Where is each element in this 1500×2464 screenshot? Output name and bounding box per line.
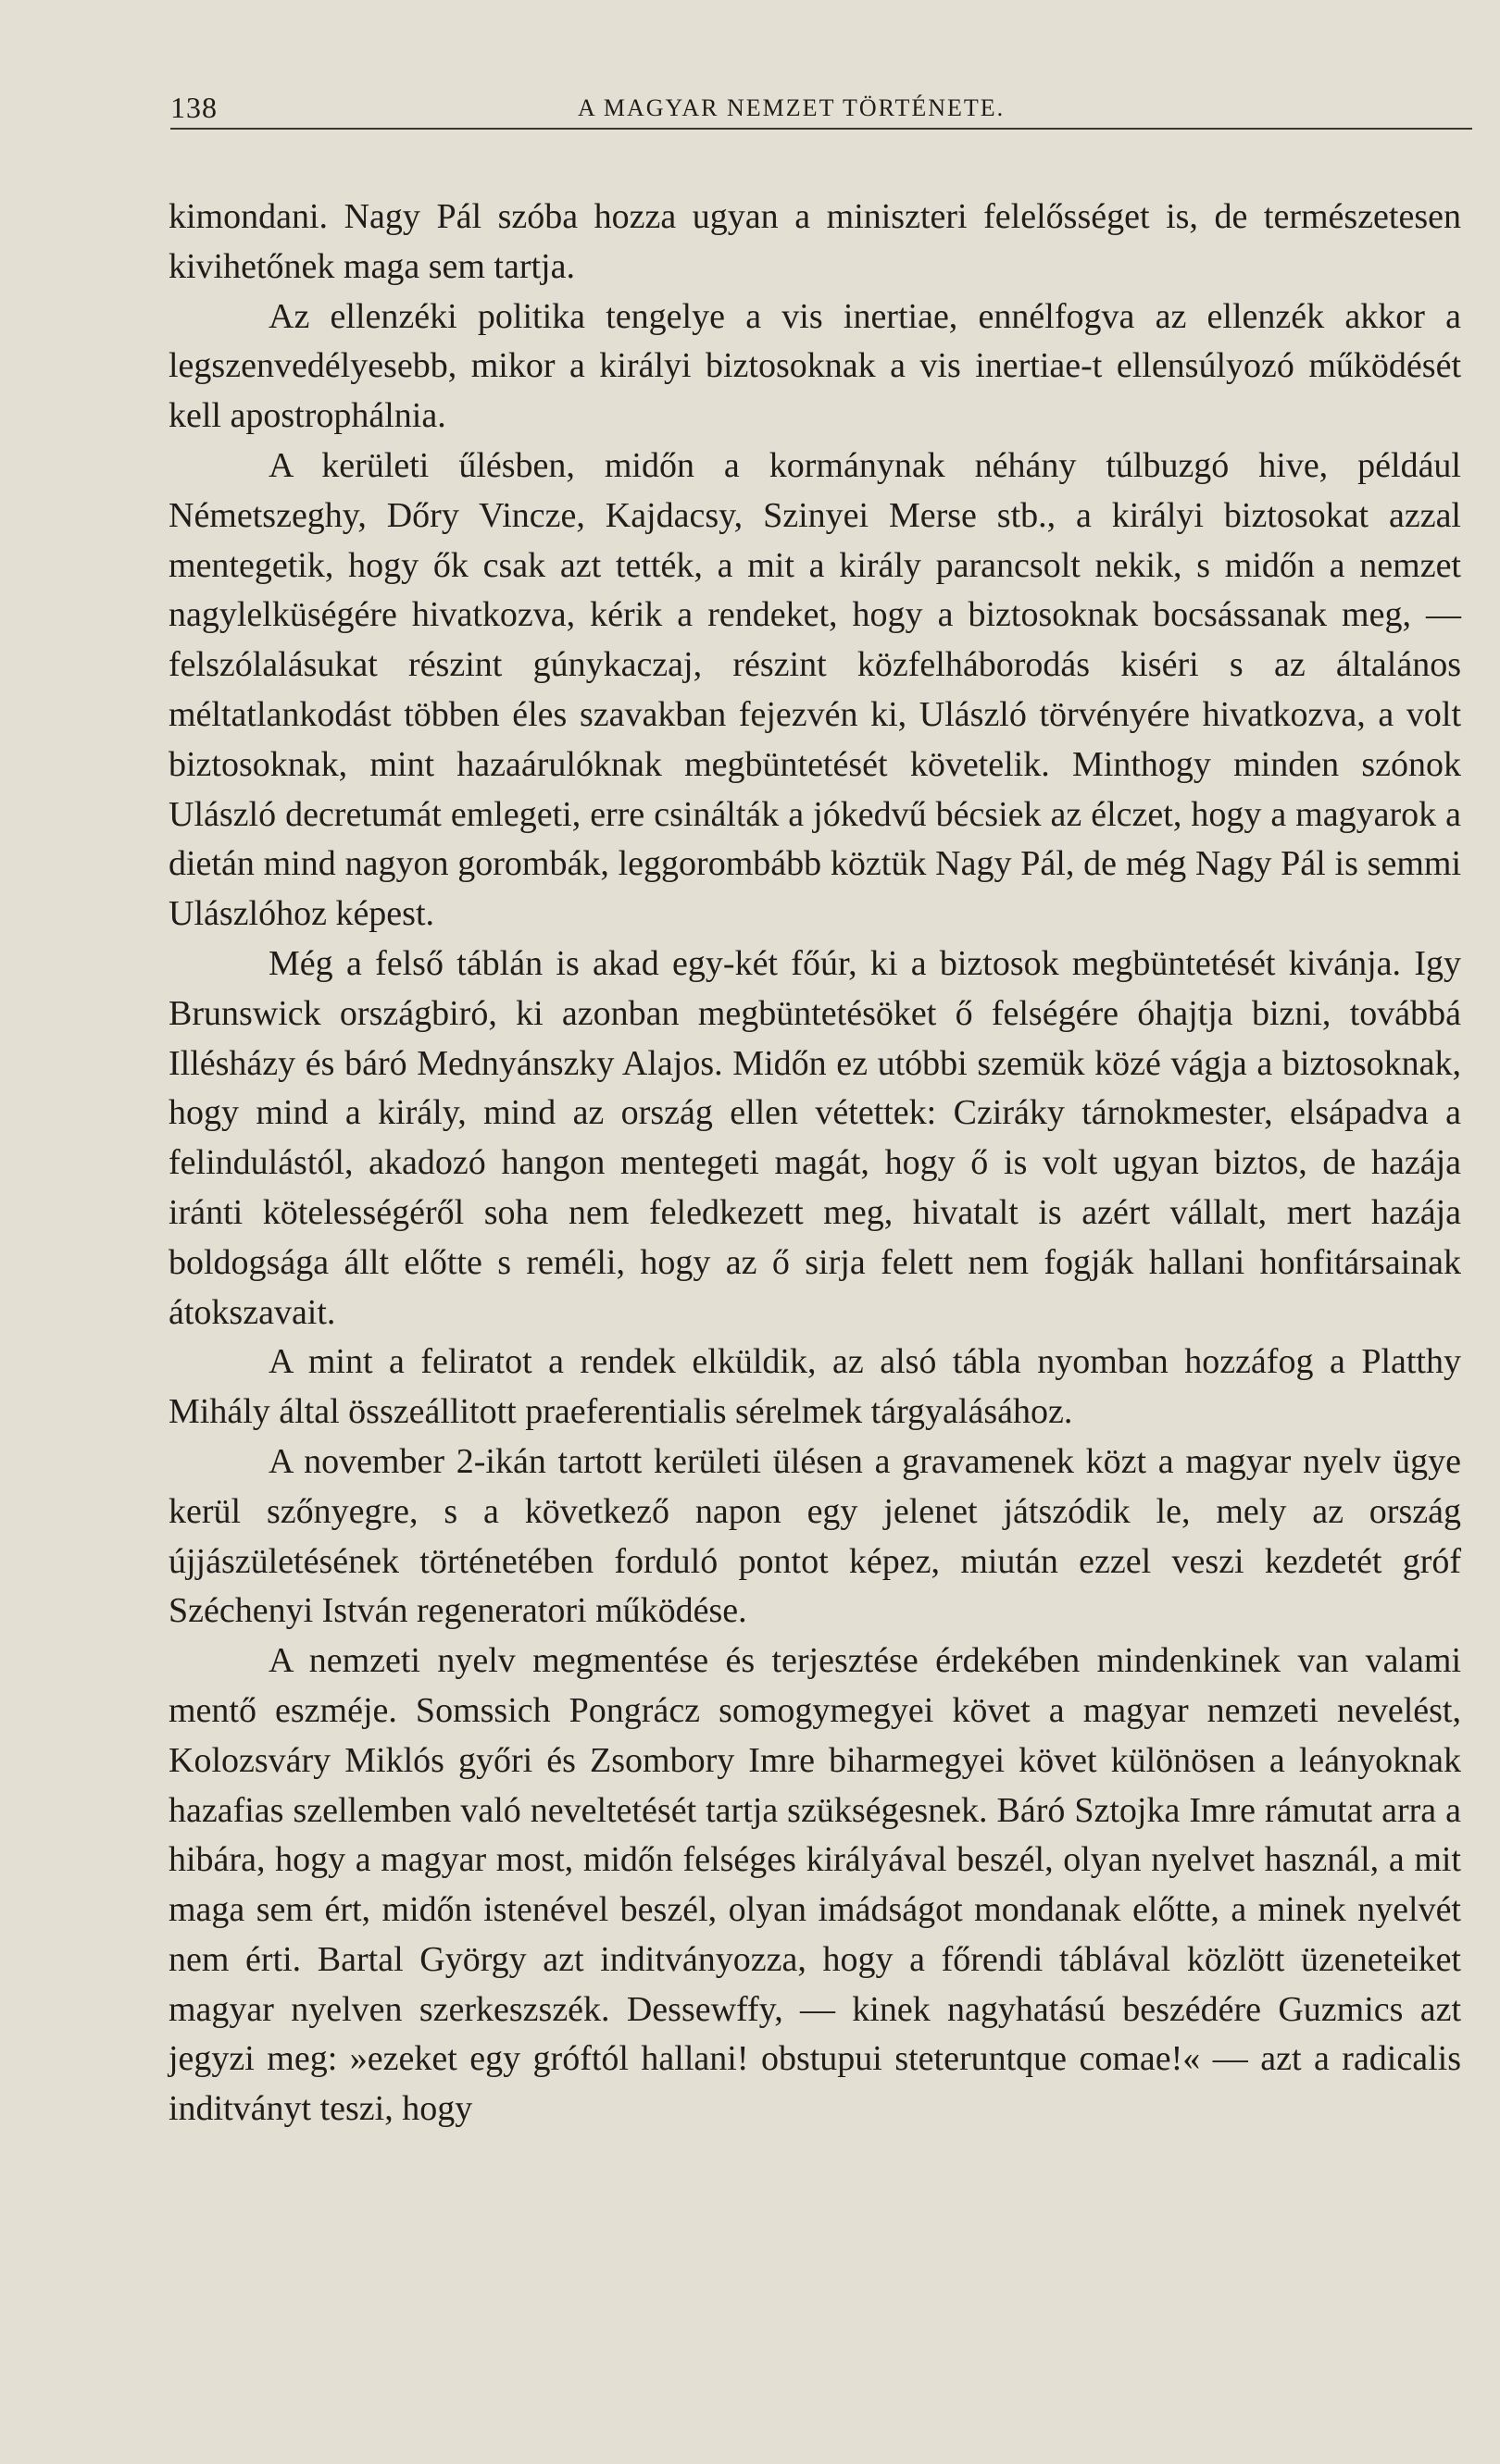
paragraph: Még a felső táblán is akad egy-két főúr, ki a biztosok megbüntetését kivánja. Igy Brunswick országbiró, ki azonban megbüntetésöket ő felségére óhajtja bizni, továbbá Illésházy és báró Mednyánszky Alajos. Midőn ez utóbbi szemük közé vágja a biztosoknak, hogy mind a király, mind az ország ellen vétettek: Cziráky tárnokmester, elsápadva a felindulástól, akadozó hangon mentegeti magát, hogy ő is volt ugyan biztos, de hazája iránti kötelességéről soha nem feledkezett meg, hivatalt is azért vállalt, mert hazája boldogsága állt előtte s reméli, hogy az ő sirja felett nem fogják hallani honfitársainak átokszavait. [169,943,1461,1332]
body-text [169,193,1461,2134]
paragraph: Az ellenzéki politika tengelye a vis inertiae, ennélfogva az ellenzék akkor a legszenvedélyesebb, mikor a királyi biztosoknak a vis inertiae-t ellensúlyozó működését kell apostrophálnia. [169,296,1461,436]
paragraph: kimondani. Nagy Pál szóba hozza ugyan a miniszteri felelősséget is, de természetesen kivihetőnek maga sem tartja. [169,197,1461,286]
running-header [170,91,1472,130]
paragraph: A november 2-ikán tartott kerületi ülésen a gravamenek közt a magyar nyelv ügye kerül szőnyegre, s a következő napon egy jelenet játszódik le, mely az ország újjászületésének történetében forduló pontot képez, miután ezzel veszi kezdetét gróf Széchenyi István regeneratori működése. [169,1441,1461,1631]
page-number: 138 [170,91,218,124]
paragraph: A nemzeti nyelv megmentése és terjesztése érdekében mindenkinek van valami mentő eszméje. Somssich Pongrácz somogymegyei követ a magyar nemzeti nevelést, Kolozsváry Miklós győri és Zsombory Imre biharmegyei követ különösen a leányoknak hazafias szellemben való neveltetését tartja szükségesnek. Báró Sztojka Imre rámutat arra a hibára, hogy a magyar most, midőn felséges királyával beszél, olyan nyelvet használ, a mit maga sem ért, midőn istenével beszél, olyan imádságot mondanak előtte, a minek nyelvét nem érti. Bartal György azt inditványozza, hogy a főrendi táblával közlött üzeneteiket magyar nyelven szerkeszszék. Dessewffy, — kinek nagyhatású beszédére Guzmics azt jegyzi meg: »ezeket egy gróftól hallani! obstupui steteruntque comae!« — azt a radicalis inditványt teszi, hogy [169,1641,1461,2129]
paragraph: A kerületi űlésben, midőn a kormánynak néhány túlbuzgó hive, például Németszeghy, Dőry Vincze, Kajdacsy, Szinyei Merse stb., a királyi biztosokat azzal mentegetik, hogy ők csak azt tették, a mit a király parancsolt nekik, s midőn a nemzet nagylelküségére hivatkozva, kérik a rendeket, hogy a biztosoknak bocsássanak meg, — felszólalásukat részint gúnykaczaj, részint közfelháborodás kiséri s az általános méltatlankodást többen éles szavakban fejezvén ki, Ulászló törvényére hivatkozva, a volt biztosoknak, mint hazaárulóknak megbüntetését követelik. Minthogy minden szónok Ulászló decretumát emlegeti, erre csinálták a jókedvű bécsiek az élczet, hogy a magyarok a dietán mind nagyon gorombák, leggorombább köztük Nagy Pál, de még Nagy Pál is semmi Ulászlóhoz képest. [169,445,1461,934]
paragraph: A mint a feliratot a rendek elküldik, az alsó tábla nyomban hozzáfog a Platthy Mihály által összeállitott praeferentialis sérelmek tárgyalásához. [169,1342,1461,1432]
running-title: A MAGYAR NEMZET TÖRTÉNETE. [578,94,1006,121]
